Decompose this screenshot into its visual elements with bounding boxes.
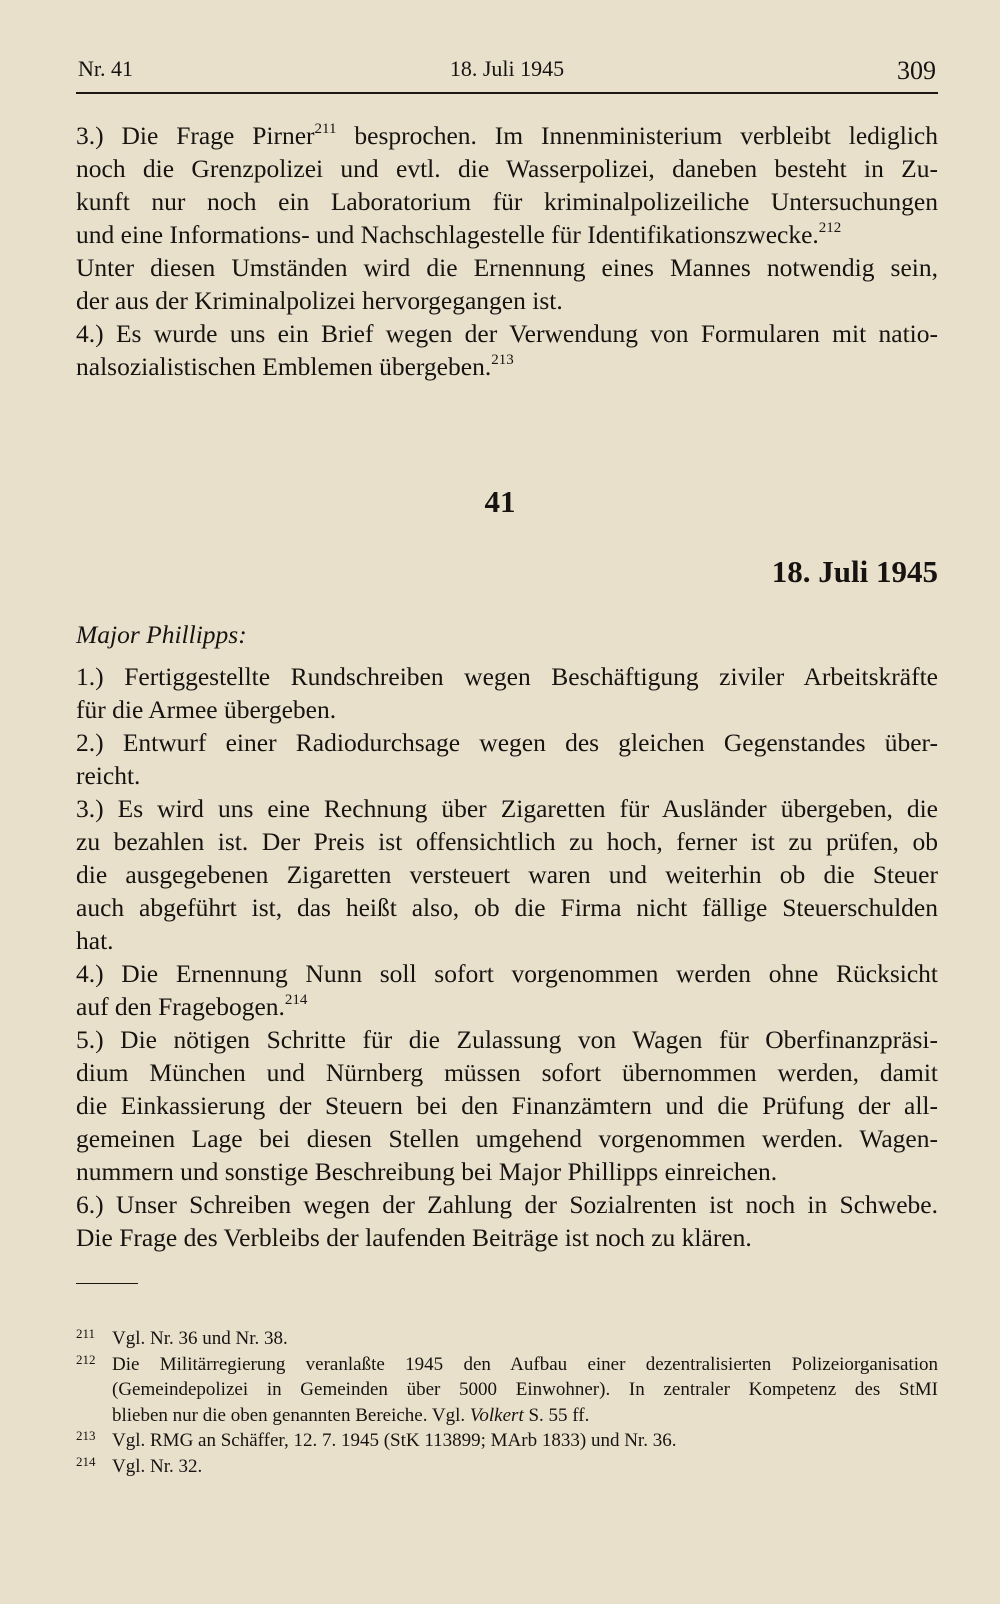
text-line: und eine Informations- und Nachschlagestelle für Identifikationszwecke.$^{212}$ [76, 219, 842, 249]
footnote-number: 213 [76, 1428, 96, 1443]
footnote-number: 212 [76, 1351, 96, 1367]
running-header [76, 52, 938, 94]
text-line: kunft nur noch ein Laboratorium für kriminalpolizeiliche Untersuchungen [76, 187, 938, 216]
text-line: 1.) Fertiggestellte Rundschreiben wegen Beschäftigung ziviler Arbeitskräfte [76, 662, 938, 691]
text-line: zu bezahlen ist. Der Preis ist offensichtlich zu hoch, ferner ist zu prüfen, ob [76, 827, 938, 856]
footnote-ref: 212 [818, 219, 842, 236]
text-line: noch die Grenzpolizei und evtl. die Wasserpolizei, daneben besteht in Zu- [76, 154, 938, 183]
text-line: 2.) Entwurf einer Radiodurchsage wegen des gleichen Gegenstandes über- [76, 728, 938, 757]
page-number: 309 [897, 56, 936, 85]
text-line: 5.) Die nötigen Schritte für die Zulassung von Wagen für Oberfinanzpräsi- [76, 1025, 938, 1054]
footnote-ref: 213 [491, 351, 514, 368]
speaker-name: Major Phillipps: [76, 620, 247, 649]
footnotes [76, 1326, 938, 1479]
footnote: 212 Die Militärregierung veranlaßte 1945 den Aufbau einer dezentralisierten Polizeiorganisation [76, 1352, 938, 1378]
text-line: für die Armee übergeben. [76, 695, 337, 724]
text-line: reicht. [76, 761, 141, 790]
author-reference: Volkert [469, 1404, 524, 1426]
footnote-continuation: (Gemeindepolizei in Gemeinden über 5000 Einwohner). In zentraler Kompetenz des StMI [112, 1379, 938, 1400]
text-line: 4.) Es wurde uns ein Brief wegen der Verwendung von Formularen mit natio- [76, 319, 938, 348]
text-line: 6.) Unser Schreiben wegen der Zahlung der Sozialrenten ist noch in Schwebe. [76, 1190, 938, 1219]
text-line: nalsozialistischen Emblemen übergeben.$^{213}$ [76, 351, 514, 381]
text-line: dium München und Nürnberg müssen sofort übernommen werden, damit [76, 1058, 938, 1087]
text-line: der aus der Kriminalpolizei hervorgegangen ist. [76, 286, 563, 315]
text-line: hat. [76, 926, 114, 955]
document-date-heading: 18. Juli 1945 [771, 554, 938, 589]
footnote: 214 Vgl. Nr. 32. [76, 1454, 938, 1480]
text-line: 3.) Es wird uns eine Rechnung über Zigaretten für Ausländer übergeben, die [76, 794, 938, 823]
text-line: die ausgegebenen Zigaretten versteuert waren und weiterhin ob die Steuer [76, 860, 938, 889]
previous-document-text [76, 119, 938, 383]
text-line: 4.) Die Ernennung Nunn soll sofort vorgenommen werden ohne Rücksicht [76, 959, 938, 988]
footnote-ref: 214 [284, 991, 308, 1008]
footnote-separator [76, 1283, 138, 1284]
footnote-ref: 211 [314, 120, 337, 137]
footnote: 213 Vgl. RMG an Schäffer, 12. 7. 1945 (StK 113899; MArb 1833) und Nr. 36. [76, 1428, 938, 1454]
footnote-continuation: blieben nur die oben genannten Bereiche. Vgl. Volkert S. 55 ff. [112, 1404, 590, 1426]
footnote: 211 Vgl. Nr. 36 und Nr. 38. [76, 1326, 938, 1352]
text-line: Die Frage des Verbleibs der laufenden Beiträge ist noch zu klären. [76, 1223, 752, 1252]
text-line: Unter diesen Umständen wird die Ernennung eines Mannes notwendig sein, [76, 253, 938, 282]
footnote-number: 211 [76, 1326, 96, 1341]
header-document-number: Nr. 41 [78, 56, 133, 81]
document-items [76, 660, 938, 1254]
text-line: gemeinen Lage bei diesen Stellen umgehend vorgenommen werden. Wagen- [76, 1124, 938, 1153]
text-line: nummern und sonstige Beschreibung bei Major Phillipps einreichen. [76, 1157, 778, 1186]
text-line: auch abgeführt ist, das heißt also, ob die Firma nicht fällige Steuerschulden [76, 893, 938, 922]
footnote-number: 214 [76, 1453, 96, 1469]
text-line: auf den Fragebogen.$^{214}$ [76, 991, 308, 1021]
header-date: 18. Juli 1945 [449, 56, 565, 81]
text-line: die Einkassierung der Steuern bei den Finanzämtern und die Prüfung der all- [76, 1091, 938, 1120]
document-number-heading: 41 [484, 484, 516, 519]
text-line: 3.) Die Frage Pirner$^{211}$ besprochen. Im Innenministerium verbleibt lediglich [76, 120, 938, 150]
